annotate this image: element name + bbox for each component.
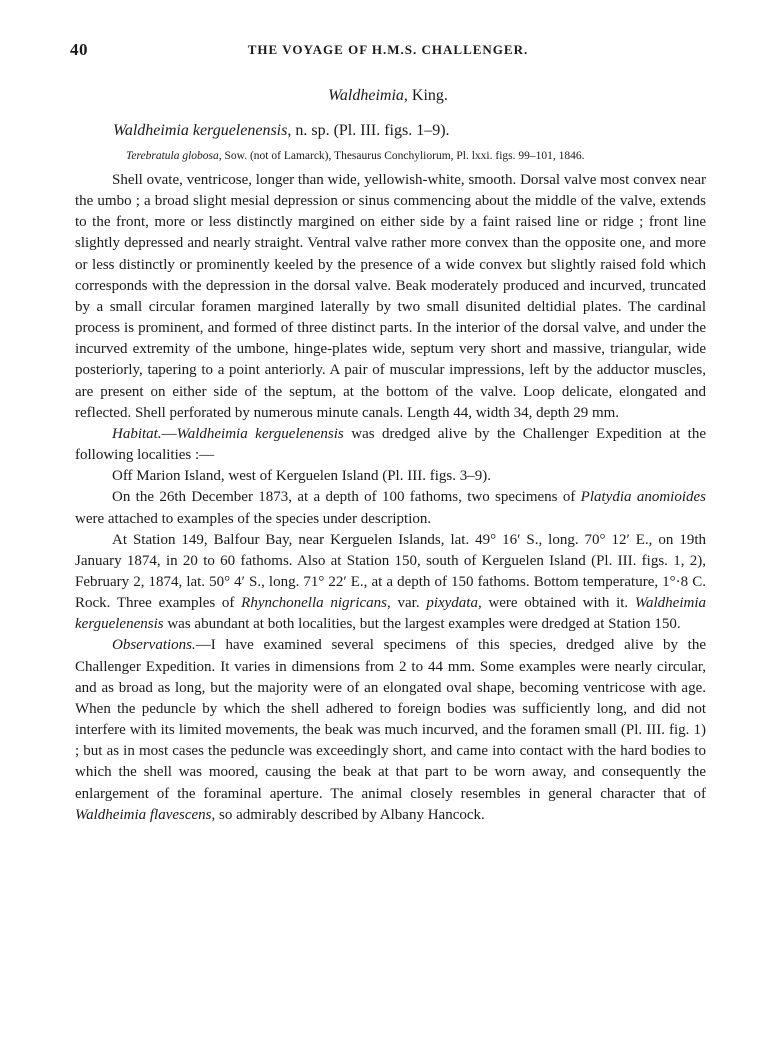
- station-species-2: Waldheimia kerguelenensis: [75, 595, 707, 633]
- station-text-4: was abundant at both localities, but the largest examples were dredged at Station 150.: [163, 616, 681, 633]
- running-head: THE VOYAGE OF H.M.S. CHALLENGER.: [247, 42, 529, 57]
- species-heading: [113, 122, 450, 140]
- species-name: Waldheimia kerguelenensis: [113, 122, 288, 139]
- genus-name: Waldheimia: [328, 87, 404, 104]
- observations-species: Waldheimia flavescens: [75, 806, 212, 823]
- habitat-text: was dredged alive by the Challenger Expedition at the following localities :—: [75, 425, 706, 464]
- station-paragraph: [75, 530, 706, 636]
- habitat-dash: —: [161, 425, 177, 442]
- station-text-3: , were obtained with it.: [477, 595, 635, 612]
- species-citation: , n. sp. (Pl. III. figs. 1–9).: [287, 122, 450, 139]
- locality-december-species: Platydia anomioides: [580, 489, 706, 506]
- synonym-name: Terebratula globosa: [126, 150, 219, 162]
- body-text: [75, 170, 706, 826]
- station-text-1: At Station 149, Balfour Bay, near Kerguelen Islands, lat. 49° 16′ S., long. 70° 12′ E., on 19th January 1874, in 20 to 60 fathoms. Also at Station 150, south of Kerguelen Island (Pl. III. figs. 1, 2), February 2, 1874, lat. 50° 4′ S., long. 71° 22′ E., at a depth of 150 fathoms. Bottom temperature, 1°·8 C. Rock. Three examples of: [75, 531, 706, 612]
- synonym-line: [126, 150, 706, 162]
- habitat-paragraph: [75, 424, 706, 466]
- page-number: 40: [70, 40, 88, 59]
- habitat-species: Waldheimia kerguelenensis: [176, 425, 344, 442]
- locality-december-text: On the 26th December 1873, at a depth of 100 fathoms, two specimens of: [112, 489, 581, 506]
- station-text-2: , var.: [387, 595, 427, 612]
- station-variety: pixydata: [426, 595, 478, 612]
- genus-heading: [0, 87, 776, 105]
- synonym-citation: , Sow. (not of Lamarck), Thesaurus Conchyliorum, Pl. lxxi. figs. 99–101, 1846.: [218, 150, 585, 162]
- observations-text-2: , so admirably described by Albany Hancock.: [211, 806, 485, 823]
- locality-december-text-end: were attached to examples of the species under description.: [75, 510, 432, 527]
- observations-text-1: —I have examined several specimens of this species, dredged alive by the Challenger Expedition. It varies in dimensions from 2 to 44 mm. Some examples were nearly circular, and as broad as long, but the majority were of an elongated oval shape, becoming ventricose with age. When the peduncle by which the shell adhered to foreign bodies was sufficiently long, and did not interfere with its limited movements, the beak was much incurved, and the foramen small (Pl. III. fig. 1) ; but as in most cases the peduncle was exceedingly short, and came into contact with the hard bodies to which the shell was moored, causing the beak at that part to be worn away, and consequently the enlargement of the foraminal aperture. The animal closely resembles in general character that of: [75, 637, 706, 802]
- station-species-1: Rhynchonella nigricans: [241, 595, 388, 612]
- description-paragraph: Shell ovate, ventricose, longer than wide, yellowish-white, smooth. Dorsal valve most convex near the umbo ; a broad slight mesial depression or sinus commencing about the middle of the valve, extends to the front, more or less distinctly margined on either side by a faint raised line or ridge ; front line slightly depressed and nearly straight. Ventral valve rather more convex than the opposite one, and more or less distinctly or prominently keeled by the presence of a wide convex but slightly raised fold which corresponds with the depression in the dorsal valve. Beak moderately produced and incurved, truncated by a small circular foramen margined laterally by two small disunited deltidial plates. The cardinal process is prominent, and formed of three distinct parts. In the interior of the dorsal valve, and under the incurved extremity of the umbone, hinge-plates wide, septum very short and massive, triangular, wide posteriorly, tapering to a point anteriorly. A pair of muscular impressions, left by the adductor muscles, are present on either side of the septum, at the bottom of the valve. Loop delicate, elongated and reflected. Shell perforated by numerous minute canals. Length 44, width 34, depth 29 mm.: [75, 172, 706, 421]
- locality-marion-paragraph: Off Marion Island, west of Kerguelen Island (Pl. III. figs. 3–9).: [112, 468, 491, 485]
- locality-december-paragraph: [75, 487, 706, 529]
- observations-paragraph: [75, 635, 706, 825]
- habitat-label: Habitat.: [112, 425, 162, 442]
- genus-author: , King.: [403, 87, 448, 104]
- page-header: [70, 40, 706, 64]
- observations-label: Observations.: [112, 637, 196, 654]
